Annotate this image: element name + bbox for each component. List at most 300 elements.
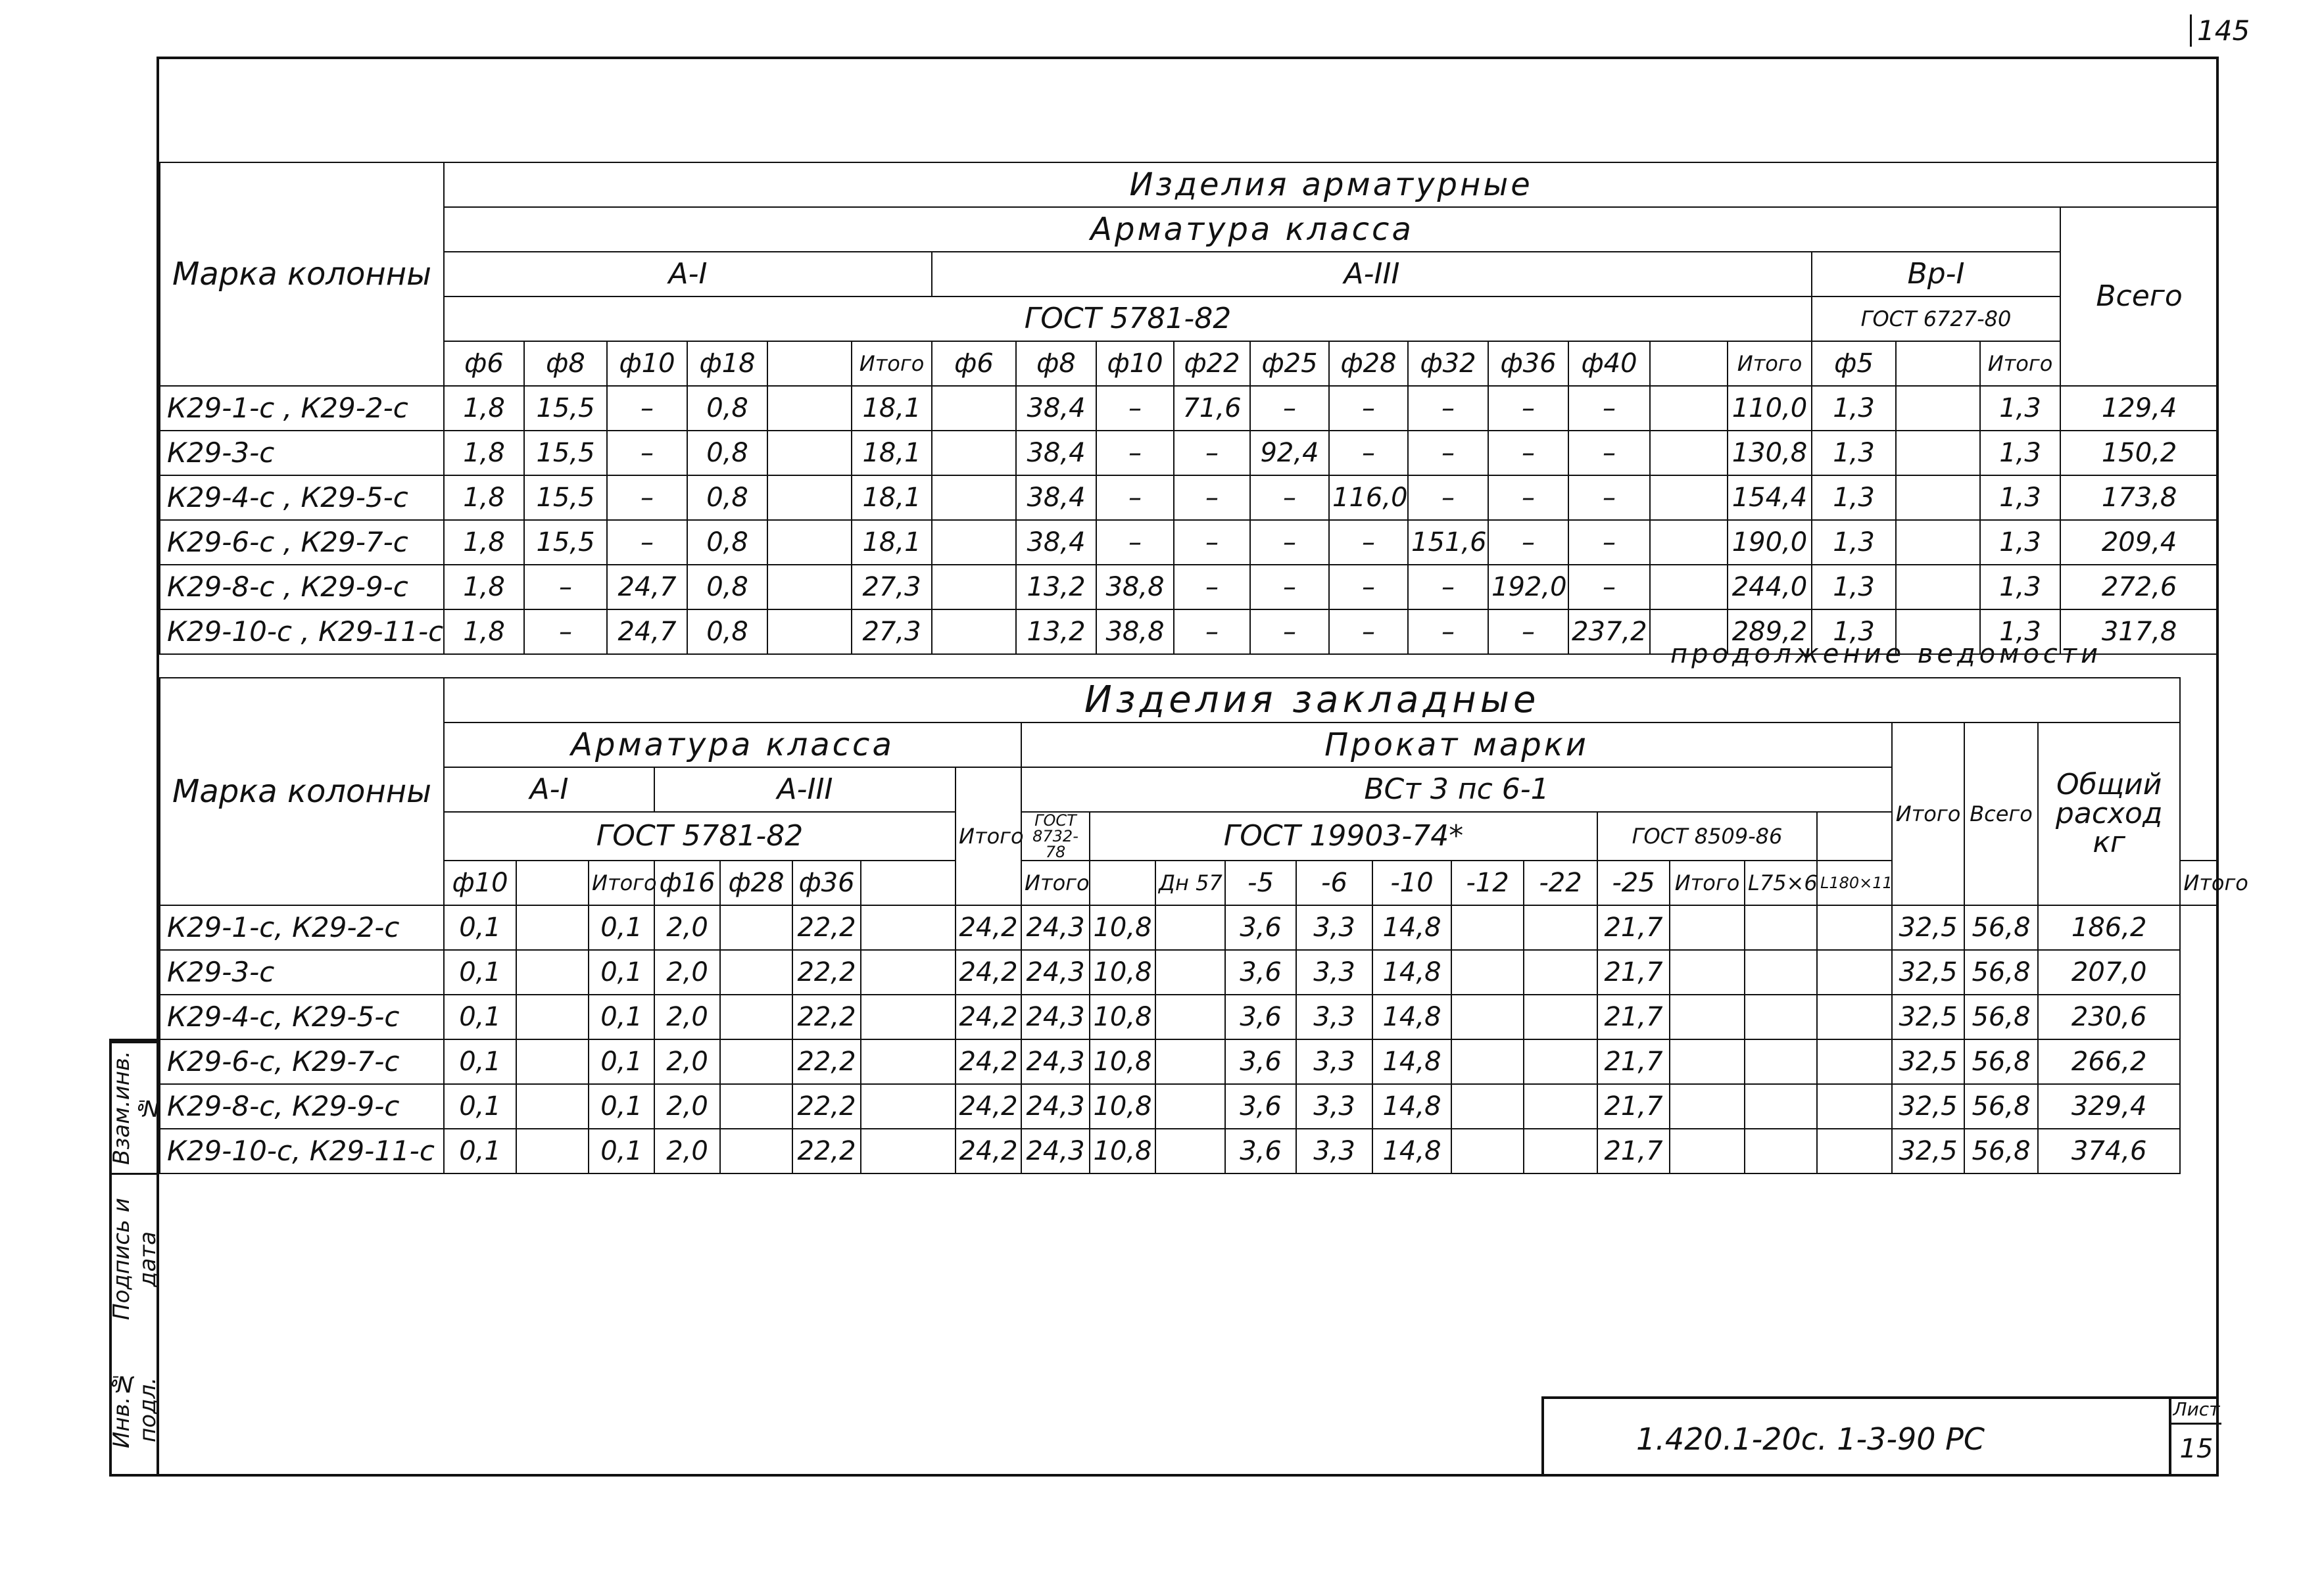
table-cell bbox=[1896, 386, 1980, 431]
table-cell: 0,1 bbox=[589, 995, 654, 1039]
row-mark: К29-4-с , К29-5-с bbox=[160, 475, 444, 520]
table-cell: 2,0 bbox=[654, 1084, 720, 1129]
table-cell bbox=[516, 905, 589, 950]
table-cell bbox=[516, 950, 589, 995]
table-cell: 3,3 bbox=[1296, 950, 1372, 995]
table-row bbox=[160, 475, 2218, 520]
table-cell: – bbox=[1250, 565, 1329, 609]
table-cell bbox=[932, 431, 1016, 475]
table-cell: 71,6 bbox=[1174, 386, 1250, 431]
row-itogo: 32,5 bbox=[1892, 905, 1964, 950]
column-header: ф16 bbox=[654, 861, 720, 905]
gost-8732: ГОСТ 8732-78 bbox=[1021, 812, 1090, 861]
table-cell: – bbox=[1329, 520, 1408, 565]
row-vsego: 56,8 bbox=[1964, 950, 2038, 995]
column-header: ф10 bbox=[1096, 341, 1174, 386]
table-cell: 3,3 bbox=[1296, 905, 1372, 950]
table-cell: – bbox=[1568, 431, 1650, 475]
table-cell bbox=[1524, 1129, 1597, 1173]
table-cell bbox=[1155, 950, 1225, 995]
table-cell: – bbox=[524, 565, 607, 609]
table-cell: 190,0 bbox=[1728, 520, 1812, 565]
table-cell: 130,8 bbox=[1728, 431, 1812, 475]
table-cell: 1,8 bbox=[444, 609, 524, 654]
row-total: 230,6 bbox=[2038, 995, 2180, 1039]
title-block bbox=[1541, 1396, 2219, 1477]
table-cell bbox=[1524, 995, 1597, 1039]
gost-vr: ГОСТ 6727-80 bbox=[1812, 296, 2060, 341]
sheet-box bbox=[2169, 1396, 2221, 1477]
table-row bbox=[160, 1084, 2218, 1129]
table-cell bbox=[1451, 1039, 1524, 1084]
table-cell bbox=[1155, 995, 1225, 1039]
table-cell bbox=[1745, 1084, 1817, 1129]
table-cell bbox=[861, 905, 956, 950]
table-cell: 15,5 bbox=[524, 520, 607, 565]
table-cell: 24,7 bbox=[607, 609, 687, 654]
table-cell: 21,7 bbox=[1597, 1084, 1670, 1129]
table-cell: 21,7 bbox=[1597, 905, 1670, 950]
row-itogo: 32,5 bbox=[1892, 1129, 1964, 1173]
column-header: ф36 bbox=[792, 861, 861, 905]
table-cell: – bbox=[1568, 565, 1650, 609]
table-cell bbox=[1524, 950, 1597, 995]
table-cell bbox=[767, 431, 852, 475]
table-cell: – bbox=[1174, 609, 1250, 654]
table-cell: 38,8 bbox=[1096, 609, 1174, 654]
row-total: 374,6 bbox=[2038, 1129, 2180, 1173]
table-cell bbox=[1896, 565, 1980, 609]
table-cell: 116,0 bbox=[1329, 475, 1408, 520]
class-a1-2: А-I bbox=[444, 767, 654, 812]
table-cell bbox=[861, 1084, 956, 1129]
table-cell bbox=[767, 475, 852, 520]
table-cell: 2,0 bbox=[654, 1039, 720, 1084]
table-cell: 24,2 bbox=[956, 905, 1021, 950]
gost-8509: ГОСТ 8509-86 bbox=[1597, 812, 1817, 861]
table-cell: 38,4 bbox=[1016, 475, 1096, 520]
table-cell: 15,5 bbox=[524, 431, 607, 475]
table-cell: 1,8 bbox=[444, 386, 524, 431]
column-header: ф6 bbox=[932, 341, 1016, 386]
column-header: -6 bbox=[1296, 861, 1372, 905]
table-cell: – bbox=[1250, 609, 1329, 654]
table-cell: – bbox=[1174, 475, 1250, 520]
table-cell bbox=[932, 475, 1016, 520]
table-cell: 22,2 bbox=[792, 950, 861, 995]
row-itogo: 32,5 bbox=[1892, 950, 1964, 995]
table-cell bbox=[1670, 1084, 1745, 1129]
table-cell bbox=[1896, 520, 1980, 565]
table-cell: – bbox=[1488, 609, 1568, 654]
table-cell: – bbox=[1096, 386, 1174, 431]
row-itogo: 32,5 bbox=[1892, 1084, 1964, 1129]
table-cell bbox=[720, 1084, 792, 1129]
arm-header: Арматура класса bbox=[444, 722, 1021, 767]
table-cell: 27,3 bbox=[852, 565, 932, 609]
table-cell bbox=[1745, 1129, 1817, 1173]
column-header: ф5 bbox=[1812, 341, 1896, 386]
table-cell: 0,1 bbox=[589, 1084, 654, 1129]
class-vr1: Вр-I bbox=[1812, 252, 2060, 296]
row-total: 186,2 bbox=[2038, 905, 2180, 950]
table-cell: 0,8 bbox=[687, 475, 767, 520]
document-code: 1.420.1-20с. 1-3-90 РС bbox=[1636, 1421, 1985, 1457]
row-vsego: 56,8 bbox=[1964, 1129, 2038, 1173]
row-total: 272,6 bbox=[2060, 565, 2218, 609]
table-cell: 154,4 bbox=[1728, 475, 1812, 520]
column-header: -22 bbox=[1524, 861, 1597, 905]
table-cell bbox=[1670, 905, 1745, 950]
table-cell bbox=[1817, 905, 1892, 950]
table-cell: 0,1 bbox=[444, 995, 516, 1039]
table-cell bbox=[720, 995, 792, 1039]
table-cell: – bbox=[1329, 565, 1408, 609]
table-cell: 24,3 bbox=[1021, 905, 1090, 950]
column-header: ф8 bbox=[1016, 341, 1096, 386]
table-cell bbox=[516, 1084, 589, 1129]
column-header: Итого bbox=[1728, 341, 1812, 386]
table-cell: 0,1 bbox=[444, 905, 516, 950]
table-cell bbox=[1670, 950, 1745, 995]
table-cell: – bbox=[1174, 520, 1250, 565]
table-cell: 24,3 bbox=[1021, 1129, 1090, 1173]
column-header: ф25 bbox=[1250, 341, 1329, 386]
table-cell: 10,8 bbox=[1090, 905, 1155, 950]
column-header: -12 bbox=[1451, 861, 1524, 905]
table-embedded bbox=[159, 677, 2248, 1174]
row-mark: К29-6-с, К29-7-с bbox=[160, 1039, 444, 1084]
column-header: -10 bbox=[1372, 861, 1451, 905]
table-cell: – bbox=[1329, 431, 1408, 475]
table-cell: 2,0 bbox=[654, 905, 720, 950]
column-header: ф8 bbox=[524, 341, 607, 386]
table-cell: – bbox=[1568, 520, 1650, 565]
table-cell: 1,8 bbox=[444, 520, 524, 565]
table-cell bbox=[1745, 1039, 1817, 1084]
table-cell: 38,4 bbox=[1016, 431, 1096, 475]
table-cell: 38,4 bbox=[1016, 520, 1096, 565]
table-cell: 0,8 bbox=[687, 609, 767, 654]
table-cell: – bbox=[1174, 431, 1250, 475]
table-cell: 151,6 bbox=[1408, 520, 1488, 565]
table-cell: – bbox=[1408, 565, 1488, 609]
table-cell: 0,1 bbox=[444, 950, 516, 995]
table-cell bbox=[1650, 475, 1728, 520]
row-mark: К29-1-с , К29-2-с bbox=[160, 386, 444, 431]
table-cell: 24,2 bbox=[956, 1084, 1021, 1129]
table-cell: 3,6 bbox=[1225, 995, 1296, 1039]
table-cell: 2,0 bbox=[654, 950, 720, 995]
table-cell bbox=[1896, 431, 1980, 475]
table-cell: 22,2 bbox=[792, 1039, 861, 1084]
table-cell: 3,6 bbox=[1225, 1039, 1296, 1084]
side-label-inv-podl: Инв.№ подл. bbox=[109, 1370, 161, 1449]
total-header: Всего bbox=[2060, 207, 2218, 386]
table-cell: 3,3 bbox=[1296, 1039, 1372, 1084]
table-cell bbox=[1817, 950, 1892, 995]
mark-header-2: Марка колонны bbox=[160, 678, 444, 905]
table-cell bbox=[720, 905, 792, 950]
column-header: Итого bbox=[1670, 861, 1745, 905]
table-cell: 1,8 bbox=[444, 431, 524, 475]
column-header: Итого bbox=[2180, 861, 2218, 905]
table-row bbox=[160, 950, 2218, 995]
table-cell: 14,8 bbox=[1372, 1084, 1451, 1129]
table-cell: 18,1 bbox=[852, 431, 932, 475]
column-header: Итого bbox=[1980, 341, 2060, 386]
table-cell: – bbox=[1096, 431, 1174, 475]
table-cell bbox=[1451, 1129, 1524, 1173]
row-itogo: 32,5 bbox=[1892, 1039, 1964, 1084]
table-cell bbox=[1670, 995, 1745, 1039]
table-cell bbox=[1650, 565, 1728, 609]
table-cell bbox=[861, 995, 956, 1039]
table-cell: 0,8 bbox=[687, 520, 767, 565]
table-cell: – bbox=[1488, 386, 1568, 431]
column-header: ф10 bbox=[607, 341, 687, 386]
table-cell: 14,8 bbox=[1372, 995, 1451, 1039]
row-mark: К29-1-с, К29-2-с bbox=[160, 905, 444, 950]
table-cell: 1,3 bbox=[1980, 609, 2060, 654]
table-cell: 0,1 bbox=[589, 1039, 654, 1084]
gost-main: ГОСТ 5781-82 bbox=[444, 296, 1812, 341]
column-header: -25 bbox=[1597, 861, 1670, 905]
row-mark: К29-8-с , К29-9-с bbox=[160, 565, 444, 609]
class-a3: А-III bbox=[932, 252, 1812, 296]
column-header: Итого bbox=[589, 861, 654, 905]
table-cell: – bbox=[607, 520, 687, 565]
table-cell: – bbox=[1488, 431, 1568, 475]
table-cell: – bbox=[1408, 609, 1488, 654]
table-cell: 10,8 bbox=[1090, 995, 1155, 1039]
table-reinforcement bbox=[159, 162, 2219, 655]
column-header: Итого bbox=[852, 341, 932, 386]
table-cell: 14,8 bbox=[1372, 1129, 1451, 1173]
table-cell bbox=[861, 1129, 956, 1173]
table-cell: 2,0 bbox=[654, 995, 720, 1039]
column-header: -5 bbox=[1225, 861, 1296, 905]
table-cell: 3,3 bbox=[1296, 1084, 1372, 1129]
total-header-2: Общий расход кг bbox=[2038, 722, 2180, 905]
column-header: ф18 bbox=[687, 341, 767, 386]
table-cell: 0,8 bbox=[687, 431, 767, 475]
row-vsego: 56,8 bbox=[1964, 905, 2038, 950]
table-cell: 13,2 bbox=[1016, 609, 1096, 654]
row-total: 266,2 bbox=[2038, 1039, 2180, 1084]
table-cell bbox=[1745, 995, 1817, 1039]
table-cell: 1,3 bbox=[1812, 475, 1896, 520]
table-cell: 24,2 bbox=[956, 1129, 1021, 1173]
table-cell bbox=[1817, 1129, 1892, 1173]
table-cell: 18,1 bbox=[852, 475, 932, 520]
table-cell bbox=[767, 565, 852, 609]
table-cell: 1,8 bbox=[444, 565, 524, 609]
continuation-note: продолжение ведомости bbox=[1670, 639, 2102, 669]
table-cell: 2,0 bbox=[654, 1129, 720, 1173]
column-header bbox=[767, 341, 852, 386]
column-header: ф22 bbox=[1174, 341, 1250, 386]
table-cell: 237,2 bbox=[1568, 609, 1650, 654]
table-cell bbox=[516, 1129, 589, 1173]
prokat-header: Прокат марки bbox=[1021, 722, 1892, 767]
table-cell: 22,2 bbox=[792, 905, 861, 950]
table-cell: 1,3 bbox=[1980, 520, 2060, 565]
table-row bbox=[160, 905, 2218, 950]
sheet-number: 15 bbox=[2179, 1434, 2214, 1464]
table-cell: – bbox=[1096, 520, 1174, 565]
column-header: ф28 bbox=[720, 861, 792, 905]
table-cell bbox=[767, 609, 852, 654]
row-mark: К29-8-с, К29-9-с bbox=[160, 1084, 444, 1129]
row-itogo: 32,5 bbox=[1892, 995, 1964, 1039]
table-cell: 24,3 bbox=[1021, 1039, 1090, 1084]
table-cell: 14,8 bbox=[1372, 1039, 1451, 1084]
table-cell: 21,7 bbox=[1597, 995, 1670, 1039]
table-cell bbox=[1745, 905, 1817, 950]
table-cell: 13,2 bbox=[1016, 565, 1096, 609]
table-cell: 3,6 bbox=[1225, 950, 1296, 995]
table-cell: – bbox=[1250, 520, 1329, 565]
column-header: L75×6 bbox=[1745, 861, 1817, 905]
table-cell: 24,2 bbox=[956, 950, 1021, 995]
column-header: ф28 bbox=[1329, 341, 1408, 386]
gost-19903: ГОСТ 19903-74* bbox=[1090, 812, 1597, 861]
table-row bbox=[160, 1039, 2218, 1084]
table-cell: 14,8 bbox=[1372, 950, 1451, 995]
column-header bbox=[1896, 341, 1980, 386]
table-cell bbox=[1817, 995, 1892, 1039]
table-cell: 1,3 bbox=[1980, 475, 2060, 520]
column-header: ф40 bbox=[1568, 341, 1650, 386]
table-cell: – bbox=[1329, 386, 1408, 431]
table-cell bbox=[932, 609, 1016, 654]
itogo-arm-header: Итого bbox=[956, 767, 1021, 905]
column-header bbox=[861, 861, 956, 905]
table-cell bbox=[1524, 905, 1597, 950]
table-cell: – bbox=[1250, 386, 1329, 431]
table-cell: 38,4 bbox=[1016, 386, 1096, 431]
row-mark: К29-10-с, К29-11-с bbox=[160, 1129, 444, 1173]
table-cell: – bbox=[1096, 475, 1174, 520]
table-cell: 1,3 bbox=[1812, 520, 1896, 565]
table-cell: – bbox=[524, 609, 607, 654]
table-cell: 18,1 bbox=[852, 386, 932, 431]
class-a3-2: А-III bbox=[654, 767, 956, 812]
row-total: 207,0 bbox=[2038, 950, 2180, 995]
table1-title: Изделия арматурные bbox=[444, 162, 2218, 207]
table-cell: 1,3 bbox=[1812, 431, 1896, 475]
table-cell bbox=[861, 1039, 956, 1084]
table-cell bbox=[1155, 1129, 1225, 1173]
table-cell bbox=[1817, 1039, 1892, 1084]
row-mark: К29-3-с bbox=[160, 431, 444, 475]
table-row bbox=[160, 431, 2218, 475]
table-cell bbox=[1155, 1084, 1225, 1129]
table-cell: – bbox=[1568, 475, 1650, 520]
table-cell: 0,1 bbox=[444, 1084, 516, 1129]
sheet-label: Лист bbox=[2171, 1396, 2221, 1425]
table-cell: 24,3 bbox=[1021, 1084, 1090, 1129]
table-cell bbox=[932, 565, 1016, 609]
table-cell bbox=[720, 1039, 792, 1084]
row-vsego: 56,8 bbox=[1964, 1084, 2038, 1129]
column-header: ф32 bbox=[1408, 341, 1488, 386]
table-cell: 3,3 bbox=[1296, 1129, 1372, 1173]
table-cell bbox=[516, 1039, 589, 1084]
table-cell: 21,7 bbox=[1597, 1039, 1670, 1084]
table-cell: 22,2 bbox=[792, 1084, 861, 1129]
table-cell bbox=[720, 950, 792, 995]
table-cell: 18,1 bbox=[852, 520, 932, 565]
table-cell: 22,2 bbox=[792, 995, 861, 1039]
row-total: 317,8 bbox=[2060, 609, 2218, 654]
table-cell bbox=[1650, 520, 1728, 565]
table-cell: 24,3 bbox=[1021, 995, 1090, 1039]
row-mark: К29-10-с , К29-11-с bbox=[160, 609, 444, 654]
table-cell: – bbox=[1488, 520, 1568, 565]
table-cell: 1,3 bbox=[1812, 386, 1896, 431]
table-cell: 14,8 bbox=[1372, 905, 1451, 950]
table-cell: – bbox=[1408, 386, 1488, 431]
table-cell: 21,7 bbox=[1597, 950, 1670, 995]
table-cell: 24,2 bbox=[956, 1039, 1021, 1084]
page-number: 145 bbox=[2190, 14, 2250, 47]
table-cell: 0,1 bbox=[589, 950, 654, 995]
table-cell: 24,7 bbox=[607, 565, 687, 609]
vsego-header: Всего bbox=[1964, 722, 2038, 905]
table-cell: – bbox=[607, 386, 687, 431]
table-cell: 15,5 bbox=[524, 386, 607, 431]
table-cell: 0,8 bbox=[687, 565, 767, 609]
table-cell: 21,7 bbox=[1597, 1129, 1670, 1173]
itogo-header: Итого bbox=[1892, 722, 1964, 905]
table-cell: – bbox=[1408, 431, 1488, 475]
table-cell: 1,3 bbox=[1980, 386, 2060, 431]
column-header: Итого bbox=[1021, 861, 1090, 905]
table-cell: 38,8 bbox=[1096, 565, 1174, 609]
table-row bbox=[160, 565, 2218, 609]
table-cell: 22,2 bbox=[792, 1129, 861, 1173]
table-cell: – bbox=[607, 475, 687, 520]
side-label-podpis: Подпись и дата bbox=[112, 1173, 158, 1344]
table-cell bbox=[767, 386, 852, 431]
table-cell bbox=[516, 995, 589, 1039]
class-a1: А-I bbox=[444, 252, 932, 296]
table-cell bbox=[1670, 1129, 1745, 1173]
table-cell: – bbox=[1408, 475, 1488, 520]
table-cell bbox=[861, 950, 956, 995]
table2-title: Изделия закладные bbox=[444, 678, 2180, 722]
table-cell bbox=[767, 520, 852, 565]
table-cell: 3,6 bbox=[1225, 1084, 1296, 1129]
table-cell: 1,8 bbox=[444, 475, 524, 520]
table-cell: 1,3 bbox=[1812, 565, 1896, 609]
table-cell bbox=[932, 520, 1016, 565]
table-cell: – bbox=[1568, 386, 1650, 431]
table-cell: – bbox=[607, 431, 687, 475]
row-mark: К29-4-с, К29-5-с bbox=[160, 995, 444, 1039]
table-cell: 1,3 bbox=[1980, 565, 2060, 609]
table-cell: 27,3 bbox=[852, 609, 932, 654]
table-cell bbox=[1155, 905, 1225, 950]
table-cell: 0,1 bbox=[444, 1129, 516, 1173]
table-cell: 15,5 bbox=[524, 475, 607, 520]
table-cell: 244,0 bbox=[1728, 565, 1812, 609]
table-cell bbox=[1650, 386, 1728, 431]
table-cell: 3,6 bbox=[1225, 905, 1296, 950]
table-cell bbox=[932, 386, 1016, 431]
